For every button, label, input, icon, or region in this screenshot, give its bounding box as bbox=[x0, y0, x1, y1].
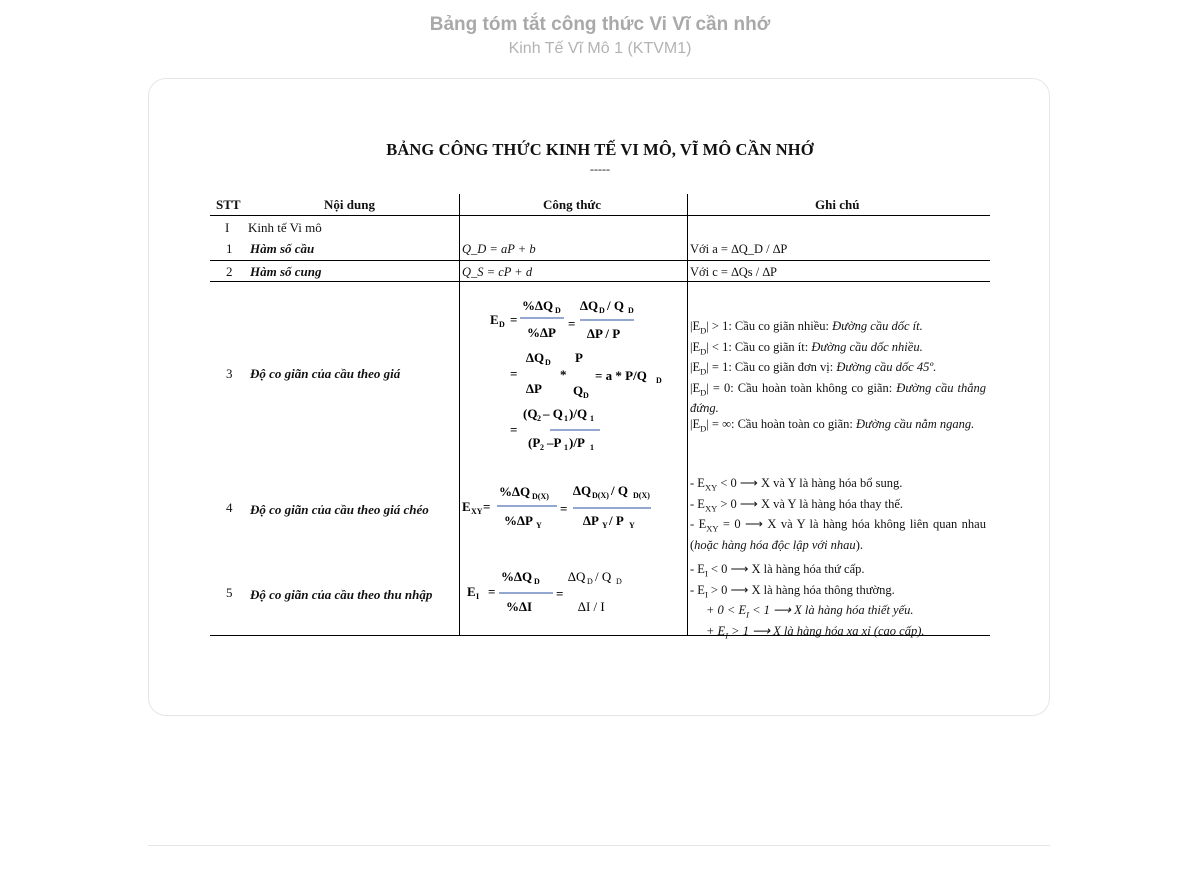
svg-text:– Q: – Q bbox=[543, 406, 563, 421]
formula-price-elasticity bbox=[480, 290, 685, 460]
svg-text:(Q: (Q bbox=[523, 406, 538, 421]
note-line: $|E_D| > 1$: Cầu co giãn nhiều: Đường cầu dốc ít. bbox=[690, 319, 923, 336]
column-header-notes: Ghi chú bbox=[815, 197, 860, 212]
notes-price-elasticity bbox=[690, 318, 986, 437]
note-line: - $E_{XY} < 0$ ⟶ X và Y là hàng hóa bổ sung. bbox=[690, 476, 903, 493]
column-rule bbox=[459, 194, 460, 636]
svg-text:D: D bbox=[628, 306, 634, 315]
document-subtitle: Kinh Tế Vĩ Mô 1 (KTVM1) bbox=[508, 40, 692, 57]
svg-text:D(X): D(X) bbox=[633, 491, 650, 500]
formula-cross-elasticity bbox=[461, 478, 686, 538]
svg-text:/ Q: / Q bbox=[611, 483, 628, 498]
svg-text:=: = bbox=[556, 586, 564, 601]
row-number: 2 bbox=[226, 264, 233, 279]
next-page-edge bbox=[148, 845, 1050, 885]
row-label: Hàm số cầu bbox=[250, 241, 315, 256]
svg-text:2: 2 bbox=[540, 443, 544, 452]
svg-text:–P: –P bbox=[547, 435, 562, 450]
svg-text:/ Q: / Q bbox=[607, 298, 624, 313]
note-line: - $E_{XY} > 0$ ⟶ X và Y là hàng hóa thay thế. bbox=[690, 496, 904, 513]
row-label: Độ co giãn của cầu theo giá chéo bbox=[250, 502, 429, 517]
svg-text:P: P bbox=[575, 350, 583, 365]
table-top-rule bbox=[210, 215, 990, 216]
svg-text:*: * bbox=[560, 367, 567, 382]
svg-text:D: D bbox=[587, 577, 593, 586]
row-label: Độ co giãn của cầu theo thu nhập bbox=[250, 587, 433, 602]
column-rule bbox=[687, 194, 688, 636]
svg-text:%∆Q: %∆Q bbox=[522, 298, 554, 313]
svg-text:E: E bbox=[467, 584, 476, 599]
svg-text:=: = bbox=[510, 366, 518, 381]
svg-text:)/Q: )/Q bbox=[569, 406, 588, 421]
svg-text:∆I / I: ∆I / I bbox=[578, 599, 605, 614]
note-line: $|E_D| = 1$: Cầu co giãn đơn vị: Đường cầu dốc 45º. bbox=[690, 360, 937, 377]
note-line: - $E_I > 0$ ⟶ X là hàng hóa thông thường. bbox=[690, 582, 895, 599]
document-title: Bảng tóm tắt công thức Vi Vĩ cần nhớ bbox=[429, 14, 771, 35]
formula-demand: Q_D = aP + b bbox=[462, 242, 536, 256]
note-line: + $0 < E_I < 1$ ⟶ X là hàng hóa thiết yếu. bbox=[706, 603, 914, 620]
svg-text:/ P: / P bbox=[609, 513, 624, 528]
svg-text:%∆I: %∆I bbox=[506, 599, 533, 614]
svg-text:%∆Q: %∆Q bbox=[501, 569, 533, 584]
note-line: $|E_D| = 0$: Cầu hoàn toàn không co giãn: Đường cầu thẳng đứng. bbox=[690, 380, 986, 415]
svg-text:)/P: )/P bbox=[569, 435, 585, 450]
row-label: Độ co giãn của cầu theo giá bbox=[250, 366, 401, 381]
svg-text:Y: Y bbox=[629, 521, 635, 530]
svg-text:Y: Y bbox=[602, 521, 608, 530]
svg-text:=: = bbox=[510, 422, 518, 437]
svg-text:I: I bbox=[476, 592, 480, 601]
note-line: $|E_D|$ = ∞: Cầu hoàn toàn co giãn: Đường cầu nằm ngang. bbox=[690, 417, 975, 434]
svg-text:∆Q: ∆Q bbox=[573, 483, 592, 498]
svg-text:(P: (P bbox=[528, 435, 541, 450]
svg-text:=: = bbox=[568, 316, 576, 331]
svg-text:∆Q: ∆Q bbox=[526, 350, 545, 365]
svg-text:= a * P/Q: = a * P/Q bbox=[595, 368, 647, 383]
svg-text:∆P / P: ∆P / P bbox=[587, 326, 621, 341]
svg-text:XY: XY bbox=[471, 507, 483, 516]
row-number: 3 bbox=[226, 366, 233, 381]
svg-text:∆P: ∆P bbox=[583, 513, 599, 528]
svg-text:=: = bbox=[510, 312, 518, 327]
section-number: I bbox=[225, 220, 230, 235]
svg-text:D: D bbox=[499, 320, 505, 329]
row-number: 1 bbox=[226, 241, 233, 256]
svg-text:D: D bbox=[583, 391, 589, 400]
svg-text:2: 2 bbox=[537, 414, 541, 423]
svg-text:D: D bbox=[616, 577, 622, 586]
svg-text:/ Q: / Q bbox=[595, 569, 612, 584]
sheet-title: BẢNG CÔNG THỨC KINH TẾ VI MÔ, VĨ MÔ CẦN NHỚ bbox=[386, 140, 814, 159]
document-header bbox=[0, 12, 1200, 60]
note-demand: Với a = ∆Q_D / ∆P bbox=[690, 242, 788, 256]
notes-cross-elasticity bbox=[690, 475, 986, 553]
svg-text:D: D bbox=[599, 306, 605, 315]
svg-text:=: = bbox=[560, 501, 568, 516]
note-line: - $E_{XY} = 0$ ⟶ X và Y là hàng hóa không liên quan nhau (hoặc hàng hóa độc lập với nhau). bbox=[690, 517, 986, 552]
formula-income-elasticity bbox=[461, 563, 686, 623]
note-line: $|E_D| < 1$: Cầu co giãn ít: Đường cầu dốc nhiều. bbox=[690, 339, 923, 356]
column-header-content: Nội dung bbox=[324, 197, 375, 212]
svg-text:D: D bbox=[656, 376, 662, 385]
formula-supply: Q_S = cP + d bbox=[462, 265, 533, 279]
column-header-stt: STT bbox=[216, 197, 241, 212]
row-number: 5 bbox=[226, 585, 233, 600]
svg-text:%∆Q: %∆Q bbox=[499, 484, 531, 499]
svg-text:D: D bbox=[545, 358, 551, 367]
svg-text:Q: Q bbox=[573, 383, 584, 398]
svg-text:D: D bbox=[555, 306, 561, 315]
svg-text:E: E bbox=[490, 312, 499, 327]
note-supply: Với c = ∆Qs / ∆P bbox=[690, 265, 777, 279]
svg-text:D: D bbox=[534, 577, 540, 586]
svg-text:1: 1 bbox=[590, 414, 594, 423]
title-divider: ----- bbox=[590, 162, 610, 176]
row-number: 4 bbox=[226, 500, 233, 515]
svg-text:=: = bbox=[488, 584, 496, 599]
column-header-formula: Công thức bbox=[543, 197, 601, 212]
row-rule bbox=[210, 281, 990, 282]
svg-text:1: 1 bbox=[564, 414, 568, 423]
svg-text:∆P: ∆P bbox=[526, 381, 542, 396]
row-rule bbox=[210, 260, 990, 261]
svg-text:D(X): D(X) bbox=[532, 492, 549, 501]
svg-text:∆Q: ∆Q bbox=[580, 298, 599, 313]
svg-text:Y: Y bbox=[536, 521, 542, 530]
svg-text:=: = bbox=[483, 499, 491, 514]
note-line: + $E_I > 1$ ⟶ X là hàng hóa xa xỉ (cao cấp). bbox=[706, 623, 925, 640]
svg-text:1: 1 bbox=[590, 443, 594, 452]
svg-text:∆Q: ∆Q bbox=[568, 569, 586, 584]
row-label: Hàm số cung bbox=[250, 264, 322, 279]
notes-income-elasticity bbox=[690, 561, 986, 643]
note-line: - $E_I < 0$ ⟶ X là hàng hóa thứ cấp. bbox=[690, 562, 865, 579]
svg-text:D(X): D(X) bbox=[592, 491, 609, 500]
svg-text:%∆P: %∆P bbox=[527, 325, 556, 340]
svg-text:1: 1 bbox=[564, 443, 568, 452]
svg-text:%∆P: %∆P bbox=[504, 513, 533, 528]
svg-text:E: E bbox=[462, 499, 471, 514]
section-label: Kinh tế Vi mô bbox=[248, 220, 322, 235]
